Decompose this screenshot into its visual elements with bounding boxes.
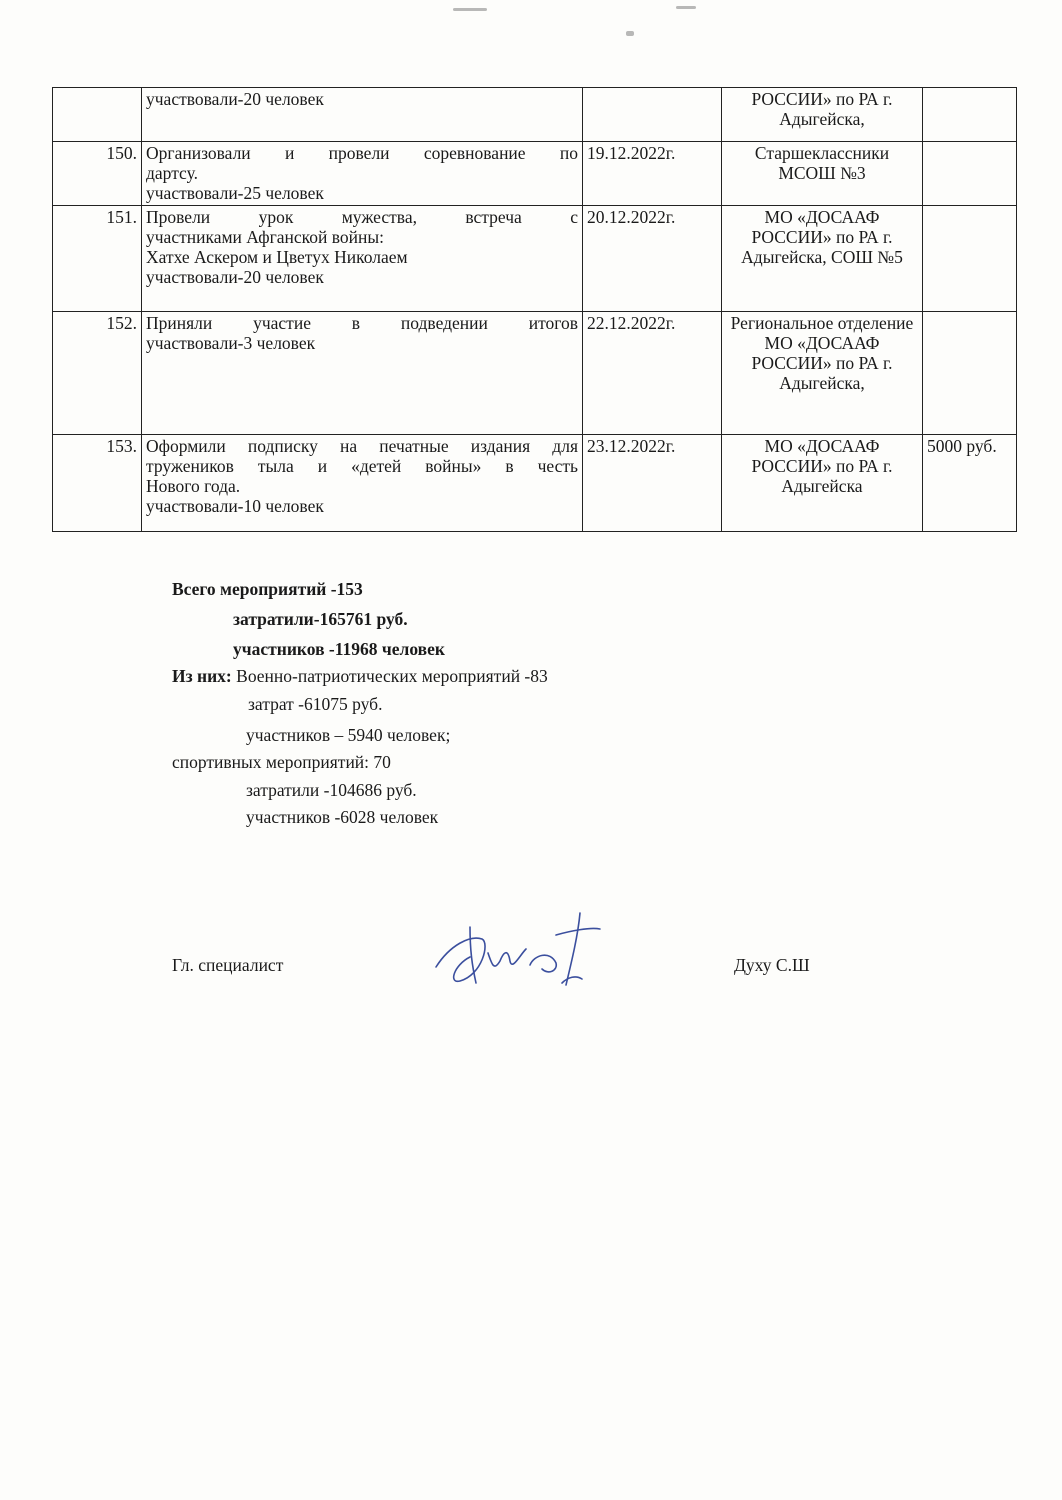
row-organizer: МО «ДОСААФ РОССИИ» по РА г. Адыгейска, СОШ №5 bbox=[722, 206, 923, 312]
row-cost bbox=[923, 206, 1017, 312]
handwritten-signature bbox=[430, 905, 610, 995]
description-line: Провели урок мужества, встреча с bbox=[146, 207, 578, 227]
of-them-label: Из них: bbox=[172, 666, 232, 686]
table-row bbox=[53, 435, 1017, 532]
row-number: 151. bbox=[53, 206, 142, 312]
description-line: участниками Афганской войны: bbox=[146, 227, 385, 247]
description-line: дартсу. bbox=[146, 163, 198, 183]
table-row bbox=[53, 88, 1017, 142]
summary-total: Всего мероприятий -153 bbox=[172, 579, 363, 599]
description-line: Организовали и провели соревнование по bbox=[146, 143, 578, 163]
signer-name: Духу С.Ш bbox=[734, 955, 810, 975]
row-cost bbox=[923, 88, 1017, 142]
row-description bbox=[142, 88, 583, 142]
row-description bbox=[142, 142, 583, 206]
row-date: 23.12.2022г. bbox=[583, 435, 722, 532]
summary-spent: затратили-165761 руб. bbox=[233, 609, 408, 629]
table-row bbox=[53, 312, 1017, 435]
row-number bbox=[53, 88, 142, 142]
description-line: Хатхе Аскером и Цветух Николаем bbox=[146, 247, 408, 267]
military-events: Военно-патриотических мероприятий -83 bbox=[236, 666, 548, 686]
row-number: 153. bbox=[53, 435, 142, 532]
row-organizer: МО «ДОСААФ РОССИИ» по РА г. Адыгейска bbox=[722, 435, 923, 532]
description-line: участвовали-25 человек bbox=[146, 183, 324, 203]
events-table bbox=[52, 87, 1017, 532]
description-line: участвовали-20 человек bbox=[146, 89, 324, 109]
scan-artifact bbox=[453, 8, 487, 11]
row-date: 19.12.2022г. bbox=[583, 142, 722, 206]
military-costs: затрат -61075 руб. bbox=[248, 694, 383, 714]
row-organizer: Региональное отделение МО «ДОСААФ РОССИИ» по РА г. Адыгейска, bbox=[722, 312, 923, 435]
description-line: участвовали-10 человек bbox=[146, 496, 324, 516]
scan-artifact bbox=[676, 6, 696, 9]
sport-events: спортивных мероприятий: 70 bbox=[172, 752, 391, 772]
row-cost: 5000 руб. bbox=[923, 435, 1017, 532]
row-cost bbox=[923, 312, 1017, 435]
row-number: 150. bbox=[53, 142, 142, 206]
scan-artifact bbox=[626, 31, 634, 36]
table-row bbox=[53, 142, 1017, 206]
row-organizer: РОССИИ» по РА г. Адыгейска, bbox=[722, 88, 923, 142]
table-row bbox=[53, 206, 1017, 312]
description-line: Нового года. bbox=[146, 476, 241, 496]
description-line: Оформили подписку на печатные издания для bbox=[146, 436, 578, 456]
row-cost bbox=[923, 142, 1017, 206]
row-description bbox=[142, 435, 583, 532]
row-date bbox=[583, 88, 722, 142]
summary-participants: участников -11968 человек bbox=[233, 639, 445, 659]
signer-position: Гл. специалист bbox=[172, 955, 284, 975]
description-line: тружеников тыла и «детей войны» в честь bbox=[146, 456, 578, 476]
description-line: Приняли участие в подведении итогов bbox=[146, 313, 578, 333]
sport-spent: затратили -104686 руб. bbox=[246, 780, 417, 800]
row-number: 152. bbox=[53, 312, 142, 435]
row-organizer: Старшеклассники МСОШ №3 bbox=[722, 142, 923, 206]
description-line: участвовали-20 человек bbox=[146, 267, 324, 287]
military-participants: участников – 5940 человек; bbox=[246, 725, 451, 745]
description-line: участвовали-3 человек bbox=[146, 333, 316, 353]
row-description bbox=[142, 206, 583, 312]
row-date: 22.12.2022г. bbox=[583, 312, 722, 435]
row-description bbox=[142, 312, 583, 435]
row-date: 20.12.2022г. bbox=[583, 206, 722, 312]
summary-of-them bbox=[172, 665, 548, 689]
sport-participants: участников -6028 человек bbox=[246, 807, 439, 827]
